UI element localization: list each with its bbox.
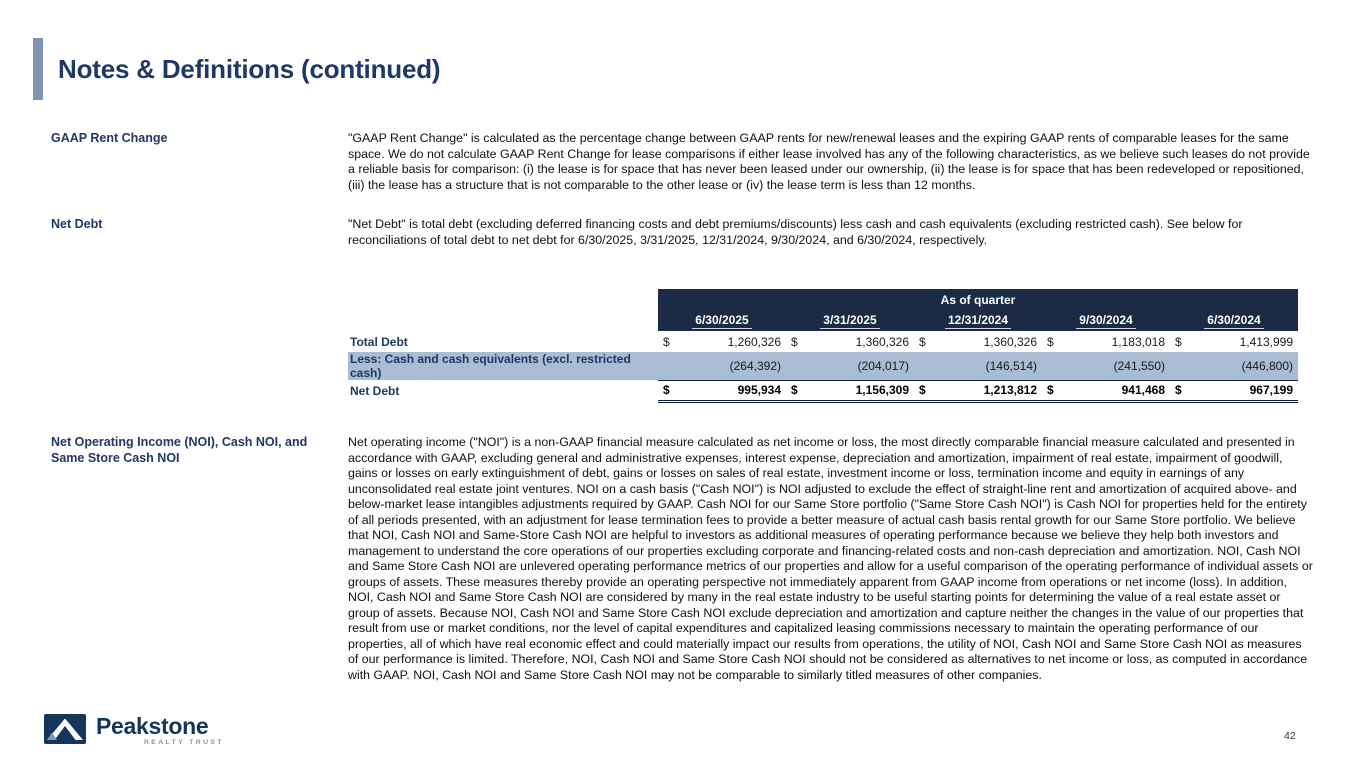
cell-value: 995,934 xyxy=(737,383,781,397)
row-label: Less: Cash and cash equivalents (excl. restricted cash) xyxy=(348,352,658,380)
table-spacer-cell xyxy=(348,310,658,331)
table-cell xyxy=(786,380,914,401)
column-header xyxy=(786,310,914,331)
cell-value: 967,199 xyxy=(1249,383,1293,397)
table-cell xyxy=(1170,331,1298,352)
cell-value: 1,260,326 xyxy=(727,334,781,349)
currency-symbol: $ xyxy=(919,334,926,349)
cell-value: (146,514) xyxy=(985,358,1037,373)
cell-value: (446,800) xyxy=(1241,358,1293,373)
column-header xyxy=(658,310,786,331)
currency-symbol: $ xyxy=(919,383,926,397)
row-label: Total Debt xyxy=(350,334,408,349)
definition-gaap-rent-change xyxy=(51,131,1315,193)
table-cell xyxy=(914,380,1042,401)
column-header-label: 3/31/2025 xyxy=(820,313,879,329)
definition-text: "GAAP Rent Change" is calculated as the percentage change between GAAP rents for new/renewal leases and the expiring GAAP rents of comparable leases for the same space. We do not calculate GAAP Rent Change for lease comparisons if either lease involved has any of the following characteristics, as we believe such leases do not provide a reliable basis for comparison: (i) the lease is for space that has never been leased under our ownership, (ii) the lease is for space that has been redeveloped or repositioned, (iii) the lease has a structure that is not comparable to the other lease or (iv) the lease term is less than 12 months. xyxy=(348,131,1310,192)
column-header-label: 6/30/2025 xyxy=(692,313,751,329)
definition-term: Net Debt xyxy=(51,217,103,231)
column-header xyxy=(914,310,1042,331)
currency-symbol: $ xyxy=(791,383,798,397)
cell-value: (241,550) xyxy=(1113,358,1165,373)
column-header xyxy=(1170,310,1298,331)
table-row-less-cash xyxy=(348,352,1298,380)
cell-value: (264,392) xyxy=(729,358,781,373)
mountain-peak-icon xyxy=(44,714,86,744)
cell-value: 1,213,812 xyxy=(983,383,1037,397)
table-row-total-debt xyxy=(348,331,1298,352)
cell-value: 1,156,309 xyxy=(855,383,909,397)
brand-wordmark: Peakstone xyxy=(96,713,209,739)
footer-logo xyxy=(44,714,224,746)
table-cell xyxy=(658,331,786,352)
page-number: 42 xyxy=(1284,730,1296,742)
table-cell xyxy=(914,331,1042,352)
definition-noi xyxy=(51,435,1315,683)
title-accent-bar xyxy=(33,38,43,100)
currency-symbol: $ xyxy=(1047,383,1054,397)
currency-symbol: $ xyxy=(1175,334,1182,349)
definition-text: "Net Debt" is total debt (excluding deferred financing costs and debt premiums/discounts) less cash and cash equivalents (excluding restricted cash). See below for reconciliations of total debt to net debt for 6/30/2025, 3/31/2025, 12/31/2024, 9/30/2024, and 6/30/2024, respectively. xyxy=(348,217,1243,247)
table-cell xyxy=(786,352,914,380)
cell-value: 1,413,999 xyxy=(1239,334,1293,349)
column-header-label: 9/30/2024 xyxy=(1076,313,1135,329)
table-cell xyxy=(658,352,786,380)
brand-tagline: REALTY TRUST xyxy=(144,739,224,746)
table-cell xyxy=(914,352,1042,380)
table-cell xyxy=(1170,380,1298,401)
cell-value: 1,183,018 xyxy=(1111,334,1165,349)
as-of-quarter-header: As of quarter xyxy=(658,289,1298,310)
brand-block xyxy=(96,714,224,746)
table-cell xyxy=(658,380,786,401)
cell-value: 1,360,326 xyxy=(855,334,909,349)
table-row-net-debt xyxy=(348,380,1298,401)
cell-value: 941,468 xyxy=(1121,383,1165,397)
currency-symbol: $ xyxy=(663,334,670,349)
table-cell xyxy=(1042,380,1170,401)
column-header-label: 12/31/2024 xyxy=(945,313,1011,329)
slide-header xyxy=(33,38,440,100)
table-group-header-row xyxy=(348,289,1298,310)
table-spacer-cell xyxy=(348,289,658,310)
definition-text: Net operating income ("NOI") is a non-GAAP financial measure calculated as net income or loss, the most directly comparable financial measure calculated and presented in accordance with GAAP, excluding general and administrative expenses, interest expense, depreciation and amortization, impairment of real estate, impairment of goodwill, gains or losses on early extinguishment of debt, gains or losses on sales of real estate, investment income or loss, termination income and equity in earnings of any unconsolidated real estate joint ventures. NOI on a cash basis ("Cash NOI") is NOI adjusted to exclude the effect of straight-line rent and amortization of acquired above- and below-market lease intangibles adjustments required by GAAP. Cash NOI for our Same Store portfolio ("Same Store Cash NOI") is Cash NOI for properties held for the entirety of all periods presented, with an adjustment for lease termination fees to provide a better measure of actual cash basis rental growth for our Same Store portfolio. We believe that NOI, Cash NOI and Same-Store Cash NOI are helpful to investors as additional measures of operating performance because we believe they help both investors and management to understand the core operations of our properties excluding corporate and financing-related costs and non-cash depreciation and amortization. NOI, Cash NOI and Same Store Cash NOI are unlevered operating performance metrics of our properties and allow for a useful comparison of the operating performance of individual assets or groups of assets. These measures thereby provide an operating perspective not immediately apparent from GAAP income from operations or net income (loss). In addition, NOI, Cash NOI and Same Store Cash NOI are considered by many in the real estate industry to be useful starting points for determining the value of a real estate asset or group of assets. Because NOI, Cash NOI and Same Store Cash NOI exclude depreciation and amortization and capture neither the changes in the value of our properties that result from use or market conditions, nor the level of capital expenditures and capitalized leasing commissions necessary to maintain the operating performance of our properties, all of which have real economic effect and could materially impact our results from operations, the utility of NOI, Cash NOI and Same Store Cash NOI as measures of our performance is limited. Therefore, NOI, Cash NOI and Same Store Cash NOI should not be considered as alternatives to net income or loss, as computed in accordance with GAAP. NOI, Cash NOI and Same Store Cash NOI may not be comparable to similarly titled measures of other companies. xyxy=(348,435,1313,682)
table-cell xyxy=(1170,352,1298,380)
table-cell xyxy=(1042,352,1170,380)
cell-value: (204,017) xyxy=(857,358,909,373)
table-column-header-row xyxy=(348,310,1298,331)
currency-symbol: $ xyxy=(1175,383,1182,397)
page-title: Notes & Definitions (continued) xyxy=(58,53,441,84)
definition-net-debt xyxy=(51,217,1315,248)
definition-term: Net Operating Income (NOI), Cash NOI, and Same Store Cash NOI xyxy=(51,435,308,465)
definition-term: GAAP Rent Change xyxy=(51,131,168,145)
currency-symbol: $ xyxy=(663,383,670,397)
net-debt-reconciliation-table xyxy=(348,289,1298,403)
currency-symbol: $ xyxy=(791,334,798,349)
cell-value: 1,360,326 xyxy=(983,334,1037,349)
table-cell xyxy=(786,331,914,352)
table-cell xyxy=(1042,331,1170,352)
row-label: Net Debt xyxy=(350,383,400,398)
column-header xyxy=(1042,310,1170,331)
column-header-label: 6/30/2024 xyxy=(1204,313,1263,329)
currency-symbol: $ xyxy=(1047,334,1054,349)
